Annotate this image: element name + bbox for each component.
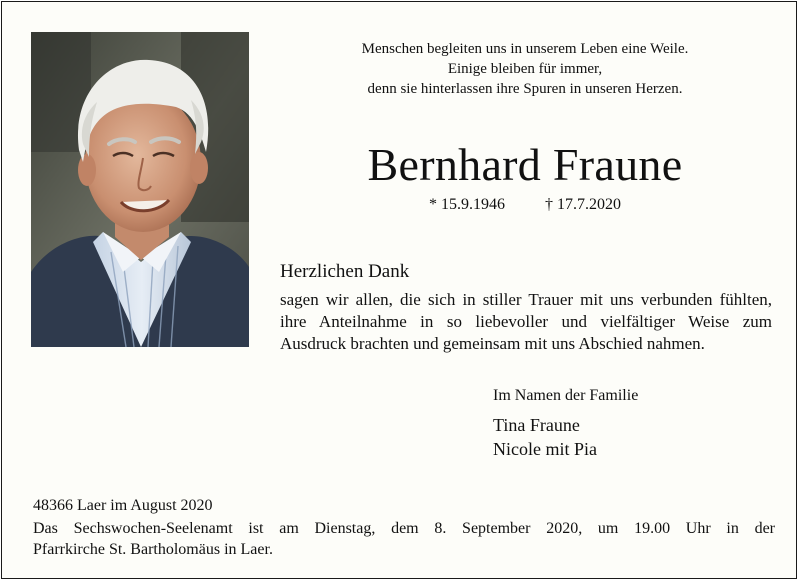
thanks-heading: Herzlichen Dank [280, 261, 410, 282]
deceased-name: Bernhard Fraune [367, 139, 683, 190]
thanks-line: Ausdruck brachten und gemeinsam mit uns Abschied nahmen. [280, 334, 705, 353]
poem-line: Menschen begleiten uns in unserem Leben eine Weile. [361, 41, 689, 57]
family-intro: Im Namen der Familie [493, 387, 639, 404]
poem-line: denn sie hinterlassen ihre Spuren in unseren Herzen. [367, 81, 683, 97]
thanks-line: ihre Anteilnahme in so liebevoller und vielfältiger Weise zum [280, 312, 772, 331]
obituary-notice [1, 1, 797, 579]
notice-line: Das Sechswochen-Seelenamt ist am Dienstag, dem 8. September 2020, um 19.00 Uhr in der [33, 520, 775, 537]
death-date: † 17.7.2020 [545, 196, 621, 213]
thanks-line: sagen wir allen, die sich in stiller Trauer mit uns verbunden fühlten, [280, 290, 772, 309]
life-dates [302, 195, 748, 215]
birth-date: * 15.9.1946 [429, 196, 505, 213]
poem-line: Einige bleiben für immer, [447, 61, 603, 77]
memorial-poem [302, 39, 748, 99]
family-member: Tina Fraune [493, 415, 580, 435]
service-notice [33, 518, 775, 560]
thanks-text [280, 289, 772, 355]
place-and-date: 48366 Laer im August 2020 [33, 497, 213, 514]
family-member: Nicole mit Pia [493, 439, 597, 459]
portrait-photo [31, 32, 249, 347]
notice-line: Pfarrkirche St. Bartholomäus in Laer. [33, 541, 273, 558]
